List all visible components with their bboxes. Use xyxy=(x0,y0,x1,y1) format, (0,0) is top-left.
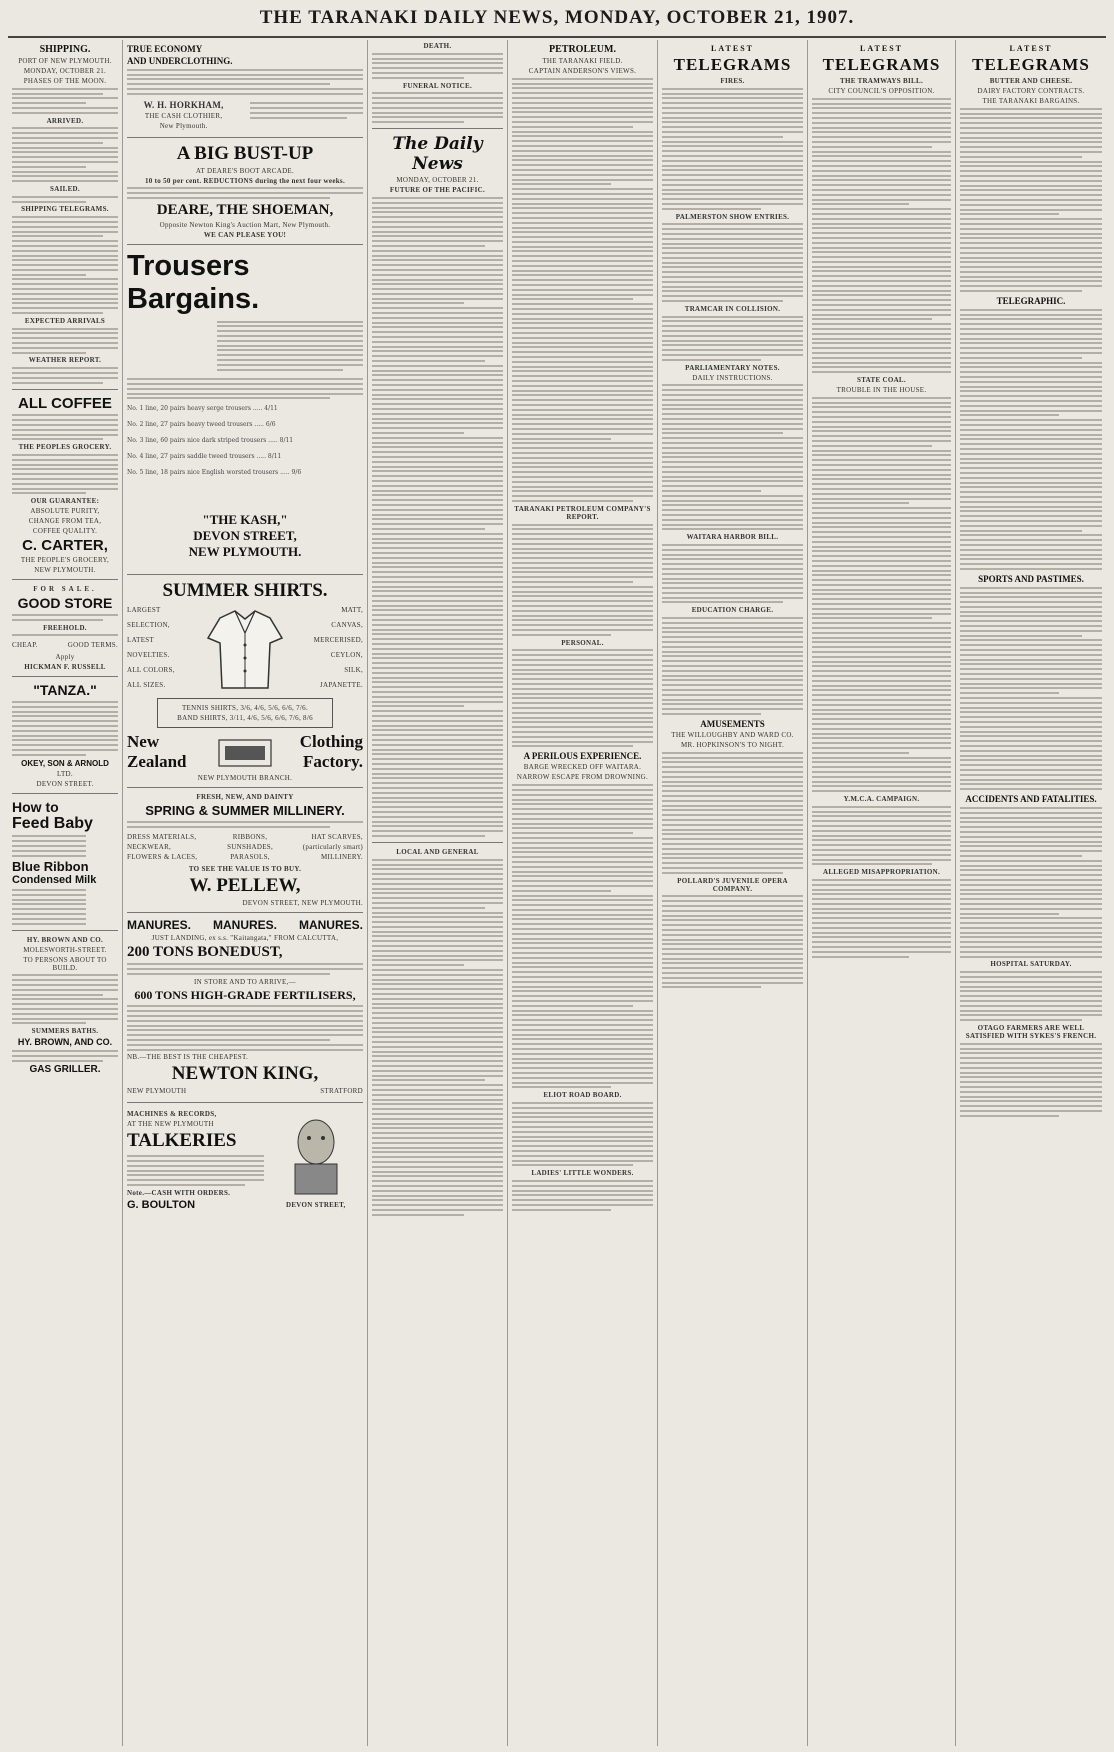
condensed-milk: Condensed Milk xyxy=(12,874,97,887)
telegrams-label: TELEGRAMS xyxy=(673,55,792,74)
trousers-heading: Trousers xyxy=(127,249,250,282)
text-block xyxy=(372,53,503,79)
text-block xyxy=(662,617,803,715)
divider xyxy=(127,244,363,245)
death-heading: DEATH. xyxy=(423,42,452,50)
telegrams-label: TELEGRAMS xyxy=(972,55,1090,74)
text-block xyxy=(250,100,363,130)
the-kash: "THE KASH," xyxy=(202,512,288,528)
divider xyxy=(12,793,118,794)
text-block xyxy=(12,414,118,440)
fresh-new: FRESH, NEW, AND DAINTY xyxy=(196,793,294,802)
text-block xyxy=(12,127,118,182)
arrived-heading: ARRIVED. xyxy=(46,116,84,125)
shirt-fabric: CANVAS, xyxy=(331,621,363,630)
pellew-name: W. PELLEW, xyxy=(189,874,301,896)
millinery-item: NECKWEAR, xyxy=(127,842,172,851)
summers-baths: SUMMERS BATHS. xyxy=(31,1027,99,1036)
spacer xyxy=(127,482,363,512)
shirt-feature: SELECTION, xyxy=(127,621,170,630)
trouble-sub: TROUBLE IN THE HOUSE. xyxy=(836,386,927,395)
divider xyxy=(372,128,503,129)
column-latest-3 xyxy=(956,40,1106,1746)
hy-brown-2: HY. BROWN, AND CO. xyxy=(17,1037,113,1048)
shirt-illustration xyxy=(200,603,290,693)
shirts-right-list xyxy=(297,602,363,694)
text-block xyxy=(12,701,118,756)
text-block xyxy=(372,197,503,837)
text-block xyxy=(12,634,118,636)
manures-word: MANURES. xyxy=(212,917,277,932)
company-report: TARANAKI PETROLEUM COMPANY'S REPORT. xyxy=(514,504,651,521)
field-sub: THE TARANAKI FIELD. xyxy=(542,57,623,65)
talkeries-text xyxy=(127,1108,264,1211)
alleged-heading: ALLEGED MISAPPROPRIATION. xyxy=(822,868,941,877)
palmerston-heading: PALMERSTON SHOW ENTRIES. xyxy=(675,212,790,221)
text-block xyxy=(512,784,653,1088)
gas-griller: GAS GRILLER. xyxy=(29,1064,101,1076)
talkeries-image xyxy=(269,1108,363,1211)
in-store: IN STORE AND TO ARRIVE,— xyxy=(194,977,296,986)
little-wonders: LADIES' LITTLE WONDERS. xyxy=(531,1169,634,1178)
text-block xyxy=(662,384,803,530)
future-pacific: FUTURE OF THE PACIFIC. xyxy=(389,186,486,195)
harbour-bill: WAITARA HARBOR BILL. xyxy=(686,533,779,542)
sports-heading: SPORTS AND PASTIMES. xyxy=(978,573,1084,584)
divider xyxy=(12,930,118,931)
text-block xyxy=(127,1155,264,1186)
edison-portrait-icon xyxy=(281,1112,351,1197)
millinery-item: SUNSHADES, xyxy=(227,842,274,851)
talkeries: TALKERIES xyxy=(127,1130,237,1152)
devon-street: DEVON STREET, xyxy=(193,528,297,544)
summer-shirts: SUMMER SHIRTS. xyxy=(162,580,328,602)
new-zealand: New Zealand xyxy=(127,732,187,772)
carter-sub: THE PEOPLE'S GROCERY, xyxy=(20,556,110,565)
millinery-item: (particularly smart) xyxy=(302,842,363,851)
deare-address: Opposite Newton King's Auction Mart, New Plymouth. xyxy=(159,220,331,229)
talkeries-ad xyxy=(127,1108,363,1211)
shirt-fabric: CEYLON, xyxy=(330,651,363,660)
masthead: THE TARANAKI DAILY NEWS, MONDAY, OCTOBER 21, 1907. xyxy=(259,7,855,28)
cash-note: Note.—CASH WITH ORDERS. xyxy=(127,1188,231,1197)
carter-town: NEW PLYMOUTH. xyxy=(34,566,96,575)
millinery-item: MILLINERY. xyxy=(321,852,363,861)
tramways-heading: THE TRAMWAYS BILL. xyxy=(839,77,923,85)
shirt-fabric: SILK, xyxy=(344,666,363,675)
text-block xyxy=(512,649,653,747)
butter-heading: BUTTER AND CHEESE. xyxy=(989,77,1073,85)
trousers-intro xyxy=(127,316,363,376)
change-line: CHANGE FROM TEA, xyxy=(28,517,102,526)
text-block xyxy=(960,807,1102,958)
shirts-row xyxy=(127,602,363,694)
newton-stratford: STRATFORD xyxy=(320,1087,363,1096)
purity-line: ABSOLUTE PURITY, xyxy=(30,507,100,516)
shirt-fabric: MATT, xyxy=(341,606,363,615)
value-line: TO SEE THE VALUE IS TO BUY. xyxy=(188,864,302,873)
okey-ltd: LTD. xyxy=(57,769,73,778)
shirt-feature: LATEST xyxy=(127,636,155,645)
divider xyxy=(12,579,118,580)
text-block xyxy=(127,1005,363,1050)
about-to-build: TO PERSONS ABOUT TO BUILD. xyxy=(23,955,107,972)
deare-boot-arcade: AT DEARE'S BOOT ARCADE. xyxy=(195,166,295,175)
text-block xyxy=(217,318,363,374)
column-shipping xyxy=(8,40,123,1746)
hopkinson-sub: MR. HOPKINSON'S TO NIGHT. xyxy=(680,741,785,750)
weather-heading: WEATHER REPORT. xyxy=(28,356,102,365)
text-block xyxy=(12,88,118,114)
divider xyxy=(127,574,363,575)
latest-label: LATEST xyxy=(1009,44,1053,53)
tanza: "TANZA." xyxy=(33,682,97,699)
shirts-price-box xyxy=(157,698,333,728)
millinery-list xyxy=(303,831,363,863)
text-block xyxy=(812,879,951,958)
feed-baby: Feed Baby xyxy=(12,814,93,832)
divider xyxy=(372,842,503,843)
text-block xyxy=(12,614,118,621)
date-line: MONDAY, OCTOBER 21. xyxy=(23,67,107,75)
divider xyxy=(12,389,118,390)
trouser-row-5: No. 5 line, 18 pairs nice English worsted trousers ..... 9/6 xyxy=(127,469,302,477)
escape-sub: NARROW ESCAPE FROM DROWNING. xyxy=(516,773,649,782)
horokam-town: New Plymouth. xyxy=(159,121,208,130)
apply: Apply xyxy=(55,653,75,662)
text-block xyxy=(12,367,118,383)
masthead-rule xyxy=(8,36,1106,38)
hickman: HICKMAN F. RUSSELL xyxy=(24,663,106,672)
pellew-address: DEVON STREET, NEW PLYMOUTH. xyxy=(242,898,363,907)
bonedust: 200 TONS BONEDUST, xyxy=(127,943,283,960)
text-block xyxy=(12,454,118,494)
manures-row xyxy=(127,918,363,932)
text-block xyxy=(127,963,363,975)
trouser-row-1: No. 1 line, 20 pairs heavy serge trousers ..... 4/11 xyxy=(127,405,278,413)
taranaki-bargains: THE TARANAKI BARGAINS. xyxy=(982,97,1080,105)
column-latest-2 xyxy=(808,40,956,1746)
guarantee-heading: OUR GUARANTEE: xyxy=(30,497,100,506)
willoughby-sub: THE WILLOUGHBY AND WARD CO. xyxy=(671,731,794,740)
carter-name: C. CARTER, xyxy=(22,537,108,555)
captain-sub: CAPTAIN ANDERSON'S VIEWS. xyxy=(528,67,637,75)
shirt-fabric: MERCERISED, xyxy=(313,636,363,645)
pollard-heading: POLLARD'S JUVENILE OPERA COMPANY. xyxy=(677,876,788,893)
newton-new-plymouth: NEW PLYMOUTH xyxy=(127,1087,187,1096)
text-block xyxy=(127,187,363,199)
text-block xyxy=(512,1180,653,1211)
ymca-heading: Y.M.C.A. CAMPAIGN. xyxy=(843,794,920,803)
terms: GOOD TERMS. xyxy=(67,641,118,650)
clothing-factory: Clothing Factory. xyxy=(299,732,363,772)
shirt-feature: NOVELTIES. xyxy=(127,651,170,660)
newton-king: NEWTON KING, xyxy=(171,1063,319,1085)
millinery-list xyxy=(127,831,197,863)
quality-line: COFFEE QUALITY. xyxy=(32,527,98,536)
text-block xyxy=(812,98,951,373)
text-block xyxy=(960,971,1102,1021)
text-block xyxy=(127,821,363,828)
text-block xyxy=(12,1050,118,1062)
manures-word: MANURES. xyxy=(127,917,192,932)
text-block xyxy=(12,196,118,203)
daily-news-date: MONDAY, OCTOBER 21. xyxy=(396,176,479,185)
education-charge: EDUCATION CHARGE. xyxy=(691,606,774,615)
shirt-feature: LARGEST xyxy=(127,606,161,615)
hospital-heading: HOSPITAL SATURDAY. xyxy=(990,960,1072,969)
underclothing: AND UNDERCLOTHING. xyxy=(127,56,233,66)
telegrams-label: TELEGRAMS xyxy=(822,55,941,74)
funeral-heading: FUNERAL NOTICE. xyxy=(402,81,473,90)
text-block xyxy=(12,974,118,1024)
millinery-item: HAT SCARVES, xyxy=(311,832,363,841)
band-shirts: BAND SHIRTS, 3/11, 4/6, 5/6, 6/6, 7/6, 8/6 xyxy=(177,714,313,723)
perilous-heading: A PERILOUS EXPERIENCE. xyxy=(523,751,642,762)
branch: NEW PLYMOUTH BRANCH. xyxy=(197,774,293,783)
devon-street-2: DEVON STREET, xyxy=(285,1201,346,1210)
text-block xyxy=(127,378,363,399)
shirt-fabric: JAPANETTE. xyxy=(320,681,363,690)
expected-heading: EXPECTED ARRIVALS xyxy=(24,316,106,325)
text-block xyxy=(662,544,803,604)
horokam-left xyxy=(127,98,240,132)
big-bust-up: A BIG BUST-UP xyxy=(176,142,314,164)
blue-ribbon: Blue Ribbon xyxy=(12,859,89,875)
amusements-heading: AMUSEMENTS xyxy=(700,719,765,730)
shipping-telegrams-heading: SHIPPING TELEGRAMS. xyxy=(21,205,109,214)
divider xyxy=(127,912,363,913)
column-latest-1 xyxy=(658,40,808,1746)
at-new-plymouth: AT THE NEW PLYMOUTH xyxy=(127,1120,214,1129)
molesworth: MOLESWORTH-STREET. xyxy=(23,945,107,954)
parliamentary-heading: PARLIAMENTARY NOTES. xyxy=(685,363,780,372)
divider xyxy=(127,1102,363,1103)
horokam-sub: THE CASH CLOTHIER, xyxy=(144,111,223,120)
deare-shoeman: DEARE, THE SHOEMAN, xyxy=(156,201,334,218)
millinery-item: RIBBONS, xyxy=(232,832,268,841)
column-advertisements xyxy=(123,40,368,1746)
shirts-left-list xyxy=(127,602,193,694)
grocery-line: THE PEOPLES GROCERY. xyxy=(18,443,112,452)
otago-heading: OTAGO FARMERS ARE WELL SATISFIED WITH SYKES'S FRENCH. xyxy=(965,1024,1097,1041)
text-block xyxy=(12,328,118,354)
horokam-name: W. H. HORKHAM, xyxy=(143,99,224,110)
millinery-item: PARASOLS, xyxy=(230,852,270,861)
landing-line: JUST LANDING, ex s.s. "Kaitangata," FROM CALCUTTA, xyxy=(151,933,339,942)
divider xyxy=(127,137,363,138)
text-block xyxy=(960,1043,1102,1117)
trouser-row-4: No. 4 line, 27 pairs saddle tweed trousers ..... 8/11 xyxy=(127,453,282,461)
telegraphic-heading: TELEGRAPHIC. xyxy=(996,296,1066,307)
daily-news-title: The Daily News xyxy=(392,134,483,175)
latest-label: LATEST xyxy=(860,44,903,53)
for-sale: FOR SALE. xyxy=(33,585,97,594)
barge-sub: BARGE WRECKED OFF WAITARA. xyxy=(523,763,642,772)
latest-label: LATEST xyxy=(711,44,754,53)
shirt-feature: ALL SIZES. xyxy=(127,681,166,690)
true-economy: TRUE ECONOMY xyxy=(127,44,203,54)
text-block xyxy=(372,859,503,1216)
city-council-sub: CITY COUNCIL'S OPPOSITION. xyxy=(828,87,935,95)
shirt-feature: ALL COLORS, xyxy=(127,666,175,675)
fires-heading: FIRES. xyxy=(720,77,745,85)
dairy-sub: DAIRY FACTORY CONTRACTS. xyxy=(977,87,1085,95)
petroleum-heading: PETROLEUM. xyxy=(549,44,616,55)
text-block xyxy=(960,108,1102,292)
fertilisers: 600 TONS HIGH-GRADE FERTILISERS, xyxy=(134,987,356,1002)
text-block xyxy=(662,223,803,302)
port-title: PORT OF NEW PLYMOUTH. xyxy=(18,57,112,65)
local-general: LOCAL AND GENERAL xyxy=(396,847,479,856)
millinery-item: FLOWERS & LACES, xyxy=(127,852,198,861)
text-block xyxy=(127,69,363,95)
millinery-lists xyxy=(127,831,363,863)
factory-logo-icon xyxy=(217,734,273,770)
trouser-row-2: No. 2 line, 27 pairs heavy tweed trousers ..... 6/6 xyxy=(127,421,276,429)
text-block xyxy=(512,1102,653,1166)
bargains-heading: Bargains. xyxy=(127,282,260,315)
state-coal-heading: STATE COAL. xyxy=(857,376,906,385)
millinery-list xyxy=(227,831,273,863)
deare-please: WE CAN PLEASE YOU! xyxy=(203,230,287,239)
discount-line: 10 to 50 per cent. REDUCTIONS during the next four weeks. xyxy=(144,176,345,185)
column-petroleum xyxy=(508,40,658,1746)
text-block xyxy=(512,524,653,636)
divider xyxy=(12,676,118,677)
tennis-shirts: TENNIS SHIRTS, 3/6, 4/6, 5/6, 6/6, 7/6. xyxy=(181,704,308,713)
daily-instructions: DAILY INSTRUCTIONS. xyxy=(692,373,773,382)
coffee-heading: ALL COFFEE xyxy=(18,394,112,412)
freehold: FREEHOLD. xyxy=(43,623,87,632)
new-plymouth: NEW PLYMOUTH. xyxy=(188,544,302,560)
millinery-item: DRESS MATERIALS, xyxy=(127,832,197,841)
personal-heading: PERSONAL. xyxy=(561,638,604,647)
best-cheapest: NB.—THE BEST IS THE CHEAPEST. xyxy=(127,1053,249,1062)
how-to: How to xyxy=(12,798,59,815)
nz-clothing-row xyxy=(127,732,363,772)
heading-shipping: SHIPPING. xyxy=(39,44,91,55)
text-block xyxy=(12,889,118,925)
text-block xyxy=(960,309,1102,570)
machines-records: MACHINES & RECORDS, xyxy=(127,1110,217,1119)
tramcar-heading: TRAMCAR IN COLLISION. xyxy=(684,304,781,313)
text-block xyxy=(812,806,951,866)
eliot-road: ELIOT ROAD BOARD. xyxy=(543,1091,622,1100)
text-block xyxy=(512,78,653,502)
spring-millinery: SPRING & SUMMER MILLINERY. xyxy=(145,803,345,819)
text-block xyxy=(12,835,118,856)
text-block xyxy=(662,88,803,210)
hy-brown: HY. BROWN AND CO. xyxy=(26,935,104,944)
cheap: CHEAP. xyxy=(12,641,38,650)
okey-street: DEVON STREET. xyxy=(36,779,94,788)
okey-name: OKEY, SON & ARNOLD xyxy=(21,758,109,768)
horokam-row xyxy=(127,98,363,132)
sailed-heading: SAILED. xyxy=(50,184,80,193)
column-editorial xyxy=(368,40,508,1746)
newton-places xyxy=(127,1085,363,1097)
text-block xyxy=(372,92,503,123)
text-block xyxy=(662,752,803,874)
accidents-heading: ACCIDENTS AND FATALITIES. xyxy=(965,794,1097,805)
manures-word: MANURES. xyxy=(298,917,363,932)
text-block xyxy=(662,316,803,361)
terms-row xyxy=(12,639,118,651)
boulton: G. BOULTON xyxy=(127,1198,196,1211)
text-block xyxy=(960,587,1102,790)
text-block xyxy=(12,216,118,314)
good-store: GOOD STORE xyxy=(17,595,113,612)
divider xyxy=(127,787,363,788)
text-block xyxy=(812,397,951,792)
moon-title: PHASES OF THE MOON. xyxy=(23,77,107,85)
trouser-row-3: No. 3 line, 60 pairs nice dark striped trousers ..... 8/11 xyxy=(127,437,294,445)
text-block xyxy=(662,895,803,988)
